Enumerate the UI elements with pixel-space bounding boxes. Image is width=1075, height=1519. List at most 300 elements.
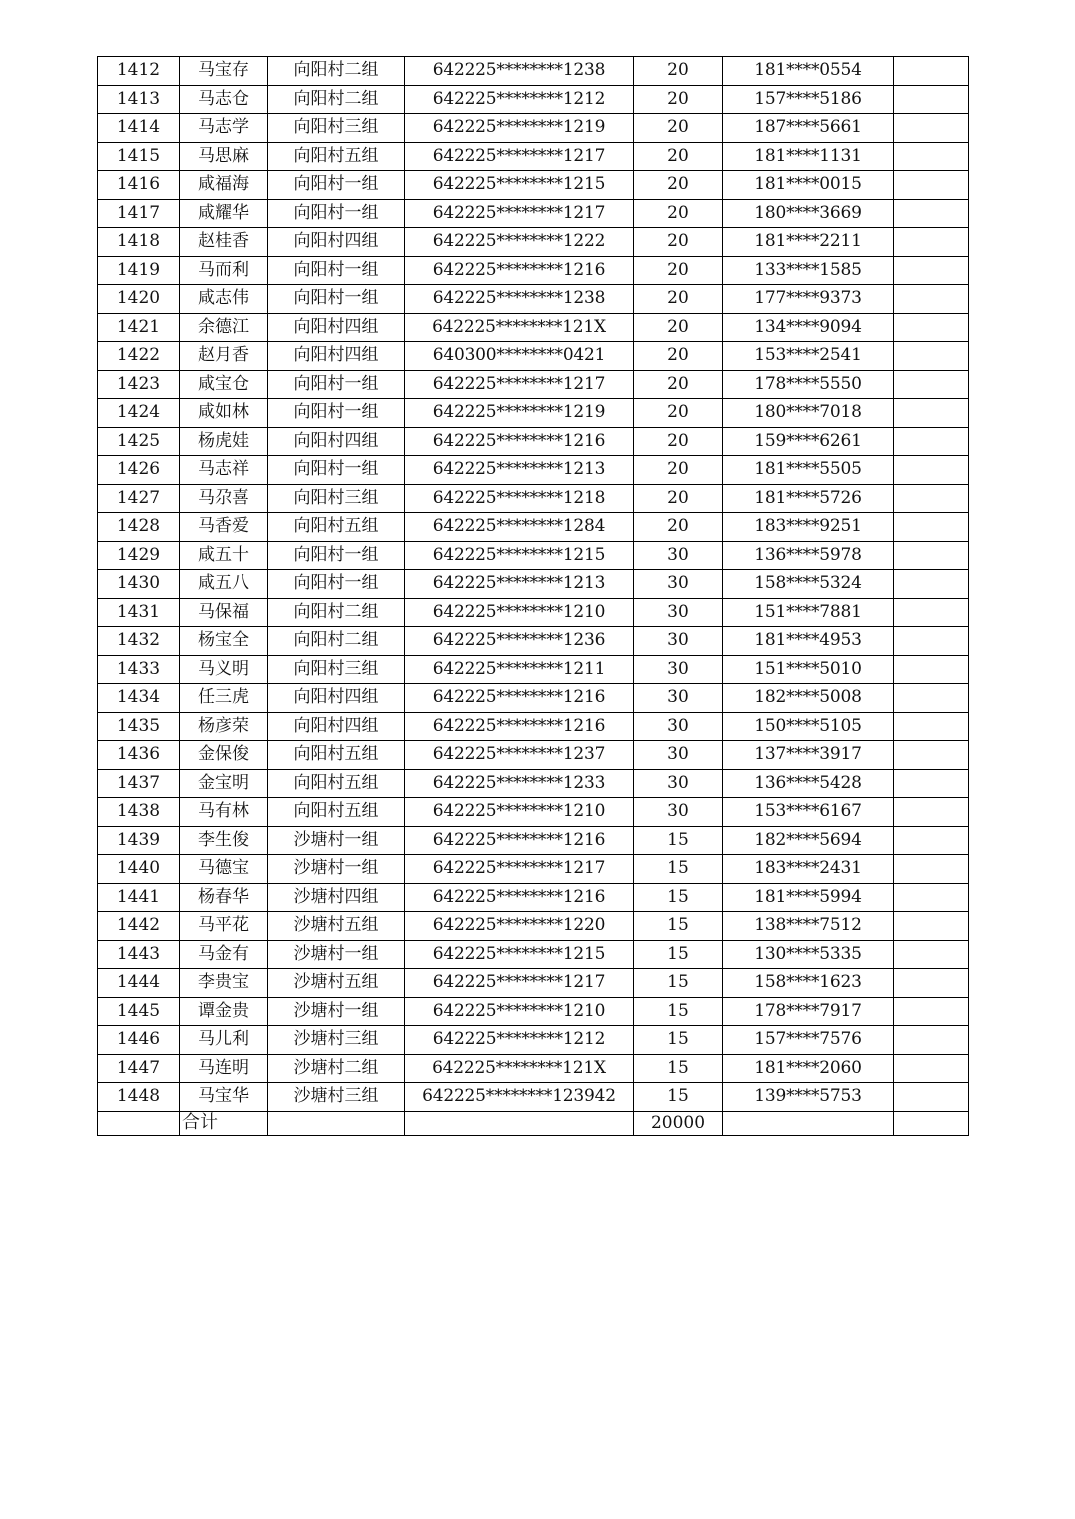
name-cell: 杨春华 — [180, 883, 268, 912]
note-cell — [894, 969, 969, 998]
table-row — [98, 399, 969, 428]
amount-cell: 20 — [634, 57, 723, 86]
table-row — [98, 826, 969, 855]
row-number-cell: 1426 — [98, 456, 180, 485]
id-number-cell: 642225********1219 — [405, 114, 634, 143]
village-group-cell: 向阳村一组 — [268, 256, 405, 285]
amount-cell: 30 — [634, 627, 723, 656]
phone-cell: 153****2541 — [723, 342, 894, 371]
id-number-cell: 642225********1216 — [405, 883, 634, 912]
table-row — [98, 655, 969, 684]
amount-cell: 15 — [634, 969, 723, 998]
name-cell: 马宝存 — [180, 57, 268, 86]
amount-cell: 20 — [634, 342, 723, 371]
row-number-cell: 1412 — [98, 57, 180, 86]
note-cell — [894, 342, 969, 371]
id-number-cell: 642225********1210 — [405, 598, 634, 627]
row-number-cell: 1422 — [98, 342, 180, 371]
phone-cell: 158****5324 — [723, 570, 894, 599]
name-cell: 马金有 — [180, 940, 268, 969]
row-number-cell: 1413 — [98, 85, 180, 114]
roster-table — [97, 56, 969, 1136]
total-label: 合计 — [180, 1111, 268, 1135]
id-number-cell: 642225********123942 — [405, 1083, 634, 1112]
id-number-cell: 642225********1220 — [405, 912, 634, 941]
table-row — [98, 370, 969, 399]
village-group-cell: 向阳村一组 — [268, 199, 405, 228]
name-cell: 金保俊 — [180, 741, 268, 770]
name-cell: 马连明 — [180, 1054, 268, 1083]
amount-cell: 15 — [634, 940, 723, 969]
amount-cell: 30 — [634, 769, 723, 798]
name-cell: 任三虎 — [180, 684, 268, 713]
name-cell: 咸五八 — [180, 570, 268, 599]
phone-cell: 133****1585 — [723, 256, 894, 285]
name-cell: 马志祥 — [180, 456, 268, 485]
id-number-cell: 642225********1217 — [405, 855, 634, 884]
name-cell: 咸志伟 — [180, 285, 268, 314]
amount-cell: 20 — [634, 313, 723, 342]
id-number-cell: 642225********1216 — [405, 826, 634, 855]
amount-cell: 30 — [634, 598, 723, 627]
row-number-cell: 1434 — [98, 684, 180, 713]
amount-cell: 15 — [634, 1083, 723, 1112]
name-cell: 马香爱 — [180, 513, 268, 542]
id-number-cell: 642225********121X — [405, 313, 634, 342]
amount-cell: 20 — [634, 285, 723, 314]
table-row — [98, 883, 969, 912]
name-cell: 李贵宝 — [180, 969, 268, 998]
row-number-cell: 1435 — [98, 712, 180, 741]
note-cell — [894, 1083, 969, 1112]
amount-cell: 20 — [634, 484, 723, 513]
phone-cell: 130****5335 — [723, 940, 894, 969]
phone-cell: 181****0554 — [723, 57, 894, 86]
row-number-cell: 1419 — [98, 256, 180, 285]
id-number-cell: 642225********1216 — [405, 427, 634, 456]
phone-cell: 177****9373 — [723, 285, 894, 314]
table-row — [98, 769, 969, 798]
note-cell — [894, 940, 969, 969]
total-phone-cell — [723, 1111, 894, 1135]
id-number-cell: 642225********1216 — [405, 712, 634, 741]
table-row — [98, 228, 969, 257]
village-group-cell: 沙塘村二组 — [268, 1054, 405, 1083]
phone-cell: 182****5008 — [723, 684, 894, 713]
name-cell: 马志学 — [180, 114, 268, 143]
id-number-cell: 642225********1218 — [405, 484, 634, 513]
note-cell — [894, 114, 969, 143]
note-cell — [894, 199, 969, 228]
table-body — [98, 57, 969, 1112]
table-row — [98, 741, 969, 770]
phone-cell: 181****4953 — [723, 627, 894, 656]
phone-cell: 151****7881 — [723, 598, 894, 627]
table-row — [98, 256, 969, 285]
amount-cell: 20 — [634, 427, 723, 456]
row-number-cell: 1448 — [98, 1083, 180, 1112]
id-number-cell: 642225********1211 — [405, 655, 634, 684]
amount-cell: 15 — [634, 912, 723, 941]
phone-cell: 181****0015 — [723, 171, 894, 200]
amount-cell: 15 — [634, 1054, 723, 1083]
table-row — [98, 684, 969, 713]
phone-cell: 180****7018 — [723, 399, 894, 428]
phone-cell: 181****5726 — [723, 484, 894, 513]
amount-cell: 15 — [634, 1026, 723, 1055]
table-row — [98, 855, 969, 884]
id-number-cell: 642225********1212 — [405, 85, 634, 114]
phone-cell: 187****5661 — [723, 114, 894, 143]
row-number-cell: 1444 — [98, 969, 180, 998]
table-row — [98, 199, 969, 228]
amount-cell: 20 — [634, 85, 723, 114]
note-cell — [894, 598, 969, 627]
amount-cell: 20 — [634, 199, 723, 228]
name-cell: 咸五十 — [180, 541, 268, 570]
table-row — [98, 570, 969, 599]
table-row — [98, 969, 969, 998]
note-cell — [894, 712, 969, 741]
id-number-cell: 642225********1238 — [405, 57, 634, 86]
table-row — [98, 313, 969, 342]
phone-cell: 136****5428 — [723, 769, 894, 798]
note-cell — [894, 627, 969, 656]
note-cell — [894, 769, 969, 798]
row-number-cell: 1415 — [98, 142, 180, 171]
amount-cell: 15 — [634, 826, 723, 855]
row-number-cell: 1436 — [98, 741, 180, 770]
village-group-cell: 沙塘村一组 — [268, 997, 405, 1026]
village-group-cell: 向阳村三组 — [268, 484, 405, 513]
note-cell — [894, 427, 969, 456]
phone-cell: 134****9094 — [723, 313, 894, 342]
row-number-cell: 1423 — [98, 370, 180, 399]
id-number-cell: 642225********1222 — [405, 228, 634, 257]
note-cell — [894, 256, 969, 285]
note-cell — [894, 228, 969, 257]
id-number-cell: 642225********1219 — [405, 399, 634, 428]
amount-cell: 15 — [634, 997, 723, 1026]
amount-cell: 20 — [634, 228, 723, 257]
village-group-cell: 向阳村一组 — [268, 285, 405, 314]
id-number-cell: 642225********121X — [405, 1054, 634, 1083]
note-cell — [894, 855, 969, 884]
row-number-cell: 1416 — [98, 171, 180, 200]
note-cell — [894, 912, 969, 941]
village-group-cell: 向阳村二组 — [268, 85, 405, 114]
phone-cell: 157****5186 — [723, 85, 894, 114]
name-cell: 咸耀华 — [180, 199, 268, 228]
phone-cell: 183****9251 — [723, 513, 894, 542]
village-group-cell: 向阳村五组 — [268, 798, 405, 827]
phone-cell: 182****5694 — [723, 826, 894, 855]
row-number-cell: 1418 — [98, 228, 180, 257]
note-cell — [894, 171, 969, 200]
note-cell — [894, 513, 969, 542]
id-number-cell: 642225********1213 — [405, 570, 634, 599]
note-cell — [894, 997, 969, 1026]
name-cell: 杨宝全 — [180, 627, 268, 656]
phone-cell: 151****5010 — [723, 655, 894, 684]
note-cell — [894, 285, 969, 314]
row-number-cell: 1428 — [98, 513, 180, 542]
id-number-cell: 640300********0421 — [405, 342, 634, 371]
phone-cell: 158****1623 — [723, 969, 894, 998]
row-number-cell: 1424 — [98, 399, 180, 428]
amount-cell: 20 — [634, 142, 723, 171]
amount-cell: 30 — [634, 570, 723, 599]
village-group-cell: 向阳村四组 — [268, 313, 405, 342]
note-cell — [894, 1026, 969, 1055]
note-cell — [894, 399, 969, 428]
name-cell: 马德宝 — [180, 855, 268, 884]
id-number-cell: 642225********1210 — [405, 997, 634, 1026]
village-group-cell: 向阳村五组 — [268, 513, 405, 542]
village-group-cell: 向阳村一组 — [268, 171, 405, 200]
id-number-cell: 642225********1217 — [405, 142, 634, 171]
table-row — [98, 342, 969, 371]
row-number-cell: 1414 — [98, 114, 180, 143]
amount-cell: 20 — [634, 256, 723, 285]
row-number-cell: 1425 — [98, 427, 180, 456]
name-cell: 马尕喜 — [180, 484, 268, 513]
name-cell: 杨虎娃 — [180, 427, 268, 456]
row-number-cell: 1431 — [98, 598, 180, 627]
name-cell: 咸如林 — [180, 399, 268, 428]
id-number-cell: 642225********1217 — [405, 370, 634, 399]
amount-cell: 30 — [634, 684, 723, 713]
table-row — [98, 1054, 969, 1083]
note-cell — [894, 655, 969, 684]
village-group-cell: 沙塘村一组 — [268, 855, 405, 884]
note-cell — [894, 370, 969, 399]
id-number-cell: 642225********1213 — [405, 456, 634, 485]
village-group-cell: 向阳村三组 — [268, 114, 405, 143]
row-number-cell: 1445 — [98, 997, 180, 1026]
row-number-cell: 1438 — [98, 798, 180, 827]
row-number-cell: 1429 — [98, 541, 180, 570]
name-cell: 杨彦荣 — [180, 712, 268, 741]
phone-cell: 181****5505 — [723, 456, 894, 485]
id-number-cell: 642225********1216 — [405, 256, 634, 285]
note-cell — [894, 883, 969, 912]
id-number-cell: 642225********1233 — [405, 769, 634, 798]
table-row — [98, 997, 969, 1026]
village-group-cell: 向阳村四组 — [268, 228, 405, 257]
village-group-cell: 沙塘村一组 — [268, 826, 405, 855]
name-cell: 赵桂香 — [180, 228, 268, 257]
name-cell: 马思麻 — [180, 142, 268, 171]
village-group-cell: 沙塘村一组 — [268, 940, 405, 969]
village-group-cell: 向阳村四组 — [268, 427, 405, 456]
table-row — [98, 627, 969, 656]
phone-cell: 183****2431 — [723, 855, 894, 884]
village-group-cell: 沙塘村五组 — [268, 969, 405, 998]
phone-cell: 139****5753 — [723, 1083, 894, 1112]
note-cell — [894, 57, 969, 86]
village-group-cell: 沙塘村四组 — [268, 883, 405, 912]
village-group-cell: 向阳村一组 — [268, 370, 405, 399]
id-number-cell: 642225********1236 — [405, 627, 634, 656]
phone-cell: 181****2060 — [723, 1054, 894, 1083]
phone-cell: 159****6261 — [723, 427, 894, 456]
note-cell — [894, 1054, 969, 1083]
table-row — [98, 142, 969, 171]
village-group-cell: 向阳村一组 — [268, 456, 405, 485]
phone-cell: 153****6167 — [723, 798, 894, 827]
phone-cell: 178****5550 — [723, 370, 894, 399]
table-row — [98, 912, 969, 941]
phone-cell: 180****3669 — [723, 199, 894, 228]
name-cell: 马而利 — [180, 256, 268, 285]
table-row — [98, 513, 969, 542]
phone-cell: 181****5994 — [723, 883, 894, 912]
total-group-cell — [268, 1111, 405, 1135]
id-number-cell: 642225********1284 — [405, 513, 634, 542]
village-group-cell: 向阳村二组 — [268, 627, 405, 656]
village-group-cell: 向阳村四组 — [268, 712, 405, 741]
amount-cell: 30 — [634, 741, 723, 770]
table-row — [98, 1083, 969, 1112]
village-group-cell: 向阳村二组 — [268, 598, 405, 627]
amount-cell: 20 — [634, 171, 723, 200]
note-cell — [894, 570, 969, 599]
table-row — [98, 598, 969, 627]
id-number-cell: 642225********1210 — [405, 798, 634, 827]
table-row — [98, 85, 969, 114]
amount-cell: 15 — [634, 883, 723, 912]
table-row — [98, 57, 969, 86]
phone-cell: 181****2211 — [723, 228, 894, 257]
village-group-cell: 沙塘村三组 — [268, 1083, 405, 1112]
note-cell — [894, 684, 969, 713]
note-cell — [894, 541, 969, 570]
table-row — [98, 712, 969, 741]
row-number-cell: 1447 — [98, 1054, 180, 1083]
name-cell: 余德江 — [180, 313, 268, 342]
village-group-cell: 向阳村四组 — [268, 342, 405, 371]
name-cell: 赵月香 — [180, 342, 268, 371]
id-number-cell: 642225********1215 — [405, 171, 634, 200]
name-cell: 咸宝仓 — [180, 370, 268, 399]
village-group-cell: 向阳村一组 — [268, 570, 405, 599]
id-number-cell: 642225********1215 — [405, 940, 634, 969]
phone-cell: 150****5105 — [723, 712, 894, 741]
phone-cell: 136****5978 — [723, 541, 894, 570]
id-number-cell: 642225********1238 — [405, 285, 634, 314]
note-cell — [894, 313, 969, 342]
note-cell — [894, 484, 969, 513]
note-cell — [894, 798, 969, 827]
row-number-cell: 1439 — [98, 826, 180, 855]
table-row — [98, 798, 969, 827]
village-group-cell: 向阳村一组 — [268, 399, 405, 428]
village-group-cell: 向阳村五组 — [268, 142, 405, 171]
table-row — [98, 484, 969, 513]
phone-cell: 157****7576 — [723, 1026, 894, 1055]
id-number-cell: 642225********1217 — [405, 199, 634, 228]
table-row — [98, 171, 969, 200]
total-row — [98, 1111, 969, 1135]
total-amount: 20000 — [634, 1111, 723, 1135]
row-number-cell: 1427 — [98, 484, 180, 513]
row-number-cell: 1443 — [98, 940, 180, 969]
id-number-cell: 642225********1216 — [405, 684, 634, 713]
total-no-cell — [98, 1111, 180, 1135]
row-number-cell: 1446 — [98, 1026, 180, 1055]
village-group-cell: 向阳村五组 — [268, 741, 405, 770]
note-cell — [894, 85, 969, 114]
phone-cell: 178****7917 — [723, 997, 894, 1026]
amount-cell: 20 — [634, 114, 723, 143]
id-number-cell: 642225********1212 — [405, 1026, 634, 1055]
row-number-cell: 1442 — [98, 912, 180, 941]
name-cell: 马儿利 — [180, 1026, 268, 1055]
id-number-cell: 642225********1215 — [405, 541, 634, 570]
village-group-cell: 沙塘村三组 — [268, 1026, 405, 1055]
amount-cell: 30 — [634, 655, 723, 684]
table-row — [98, 285, 969, 314]
village-group-cell: 向阳村四组 — [268, 684, 405, 713]
table-row — [98, 541, 969, 570]
table-row — [98, 1026, 969, 1055]
village-group-cell: 向阳村一组 — [268, 541, 405, 570]
table-row — [98, 456, 969, 485]
note-cell — [894, 456, 969, 485]
amount-cell: 20 — [634, 456, 723, 485]
name-cell: 马保福 — [180, 598, 268, 627]
table-row — [98, 940, 969, 969]
name-cell: 马义明 — [180, 655, 268, 684]
village-group-cell: 向阳村三组 — [268, 655, 405, 684]
id-number-cell: 642225********1217 — [405, 969, 634, 998]
amount-cell: 15 — [634, 855, 723, 884]
table-row — [98, 114, 969, 143]
amount-cell: 20 — [634, 370, 723, 399]
name-cell: 马有林 — [180, 798, 268, 827]
amount-cell: 20 — [634, 399, 723, 428]
amount-cell: 30 — [634, 712, 723, 741]
name-cell: 李生俊 — [180, 826, 268, 855]
row-number-cell: 1437 — [98, 769, 180, 798]
name-cell: 谭金贵 — [180, 997, 268, 1026]
name-cell: 马志仓 — [180, 85, 268, 114]
name-cell: 马宝华 — [180, 1083, 268, 1112]
row-number-cell: 1432 — [98, 627, 180, 656]
row-number-cell: 1417 — [98, 199, 180, 228]
row-number-cell: 1433 — [98, 655, 180, 684]
id-number-cell: 642225********1237 — [405, 741, 634, 770]
village-group-cell: 沙塘村五组 — [268, 912, 405, 941]
name-cell: 咸福海 — [180, 171, 268, 200]
amount-cell: 30 — [634, 798, 723, 827]
amount-cell: 20 — [634, 513, 723, 542]
total-id-cell — [405, 1111, 634, 1135]
name-cell: 马平花 — [180, 912, 268, 941]
name-cell: 金宝明 — [180, 769, 268, 798]
row-number-cell: 1421 — [98, 313, 180, 342]
table-row — [98, 427, 969, 456]
note-cell — [894, 741, 969, 770]
total-note-cell — [894, 1111, 969, 1135]
row-number-cell: 1420 — [98, 285, 180, 314]
phone-cell: 181****1131 — [723, 142, 894, 171]
row-number-cell: 1430 — [98, 570, 180, 599]
village-group-cell: 向阳村二组 — [268, 57, 405, 86]
phone-cell: 138****7512 — [723, 912, 894, 941]
row-number-cell: 1440 — [98, 855, 180, 884]
